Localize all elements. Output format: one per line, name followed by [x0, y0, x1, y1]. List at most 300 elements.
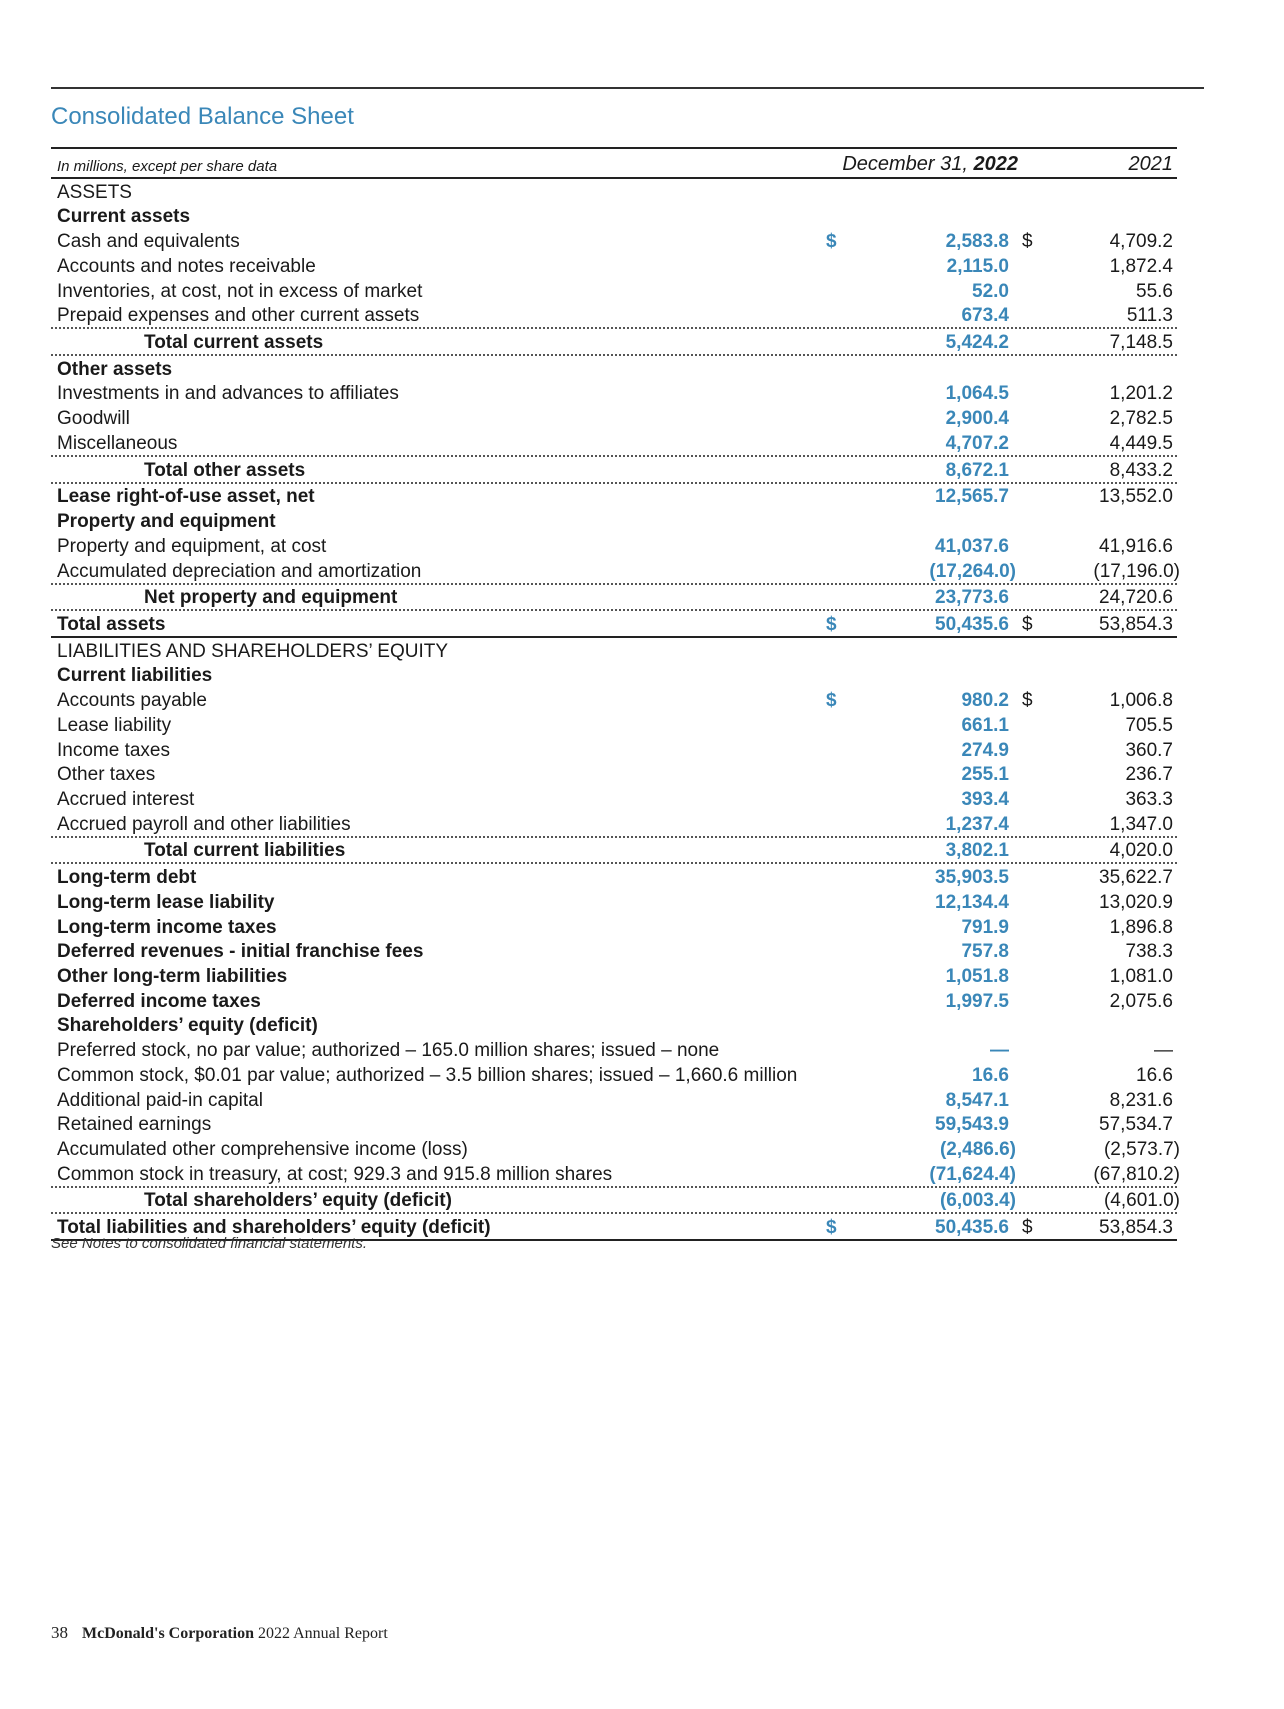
cell-value: 13,552.0 [1099, 486, 1173, 508]
cell-value: (67,810.2) [1093, 1163, 1180, 1185]
value-2022 [826, 536, 1009, 558]
column-header-2021: 2021 [1128, 153, 1173, 175]
currency-symbol: $ [826, 1217, 837, 1239]
footnote: See Notes to consolidated financial statements. [51, 1235, 368, 1252]
value-2021 [1009, 536, 1177, 558]
value-2022 [826, 1114, 1009, 1136]
table-row [51, 988, 1177, 1013]
cell-value: 255.1 [961, 764, 1009, 786]
table-row [51, 533, 1177, 558]
value-2021 [1009, 715, 1177, 737]
currency-symbol [1022, 383, 1036, 405]
cell-value: (71,624.4) [929, 1163, 1016, 1185]
cell-value: 4,707.2 [945, 432, 1009, 454]
value-2021 [1009, 740, 1177, 762]
row-label: Accumulated other comprehensive income (loss) [57, 1139, 468, 1161]
value-2022 [826, 892, 1009, 914]
cell-value: 41,037.6 [935, 535, 1009, 557]
value-2022 [826, 715, 1009, 737]
value-2021 [1009, 281, 1177, 303]
page-number: 38 [51, 1623, 68, 1642]
row-label: Other assets [57, 358, 173, 380]
cell-value: (17,264.0) [929, 560, 1016, 582]
table-row [51, 737, 1177, 762]
currency-symbol [826, 814, 840, 836]
currency-symbol [826, 305, 840, 327]
currency-symbol [826, 332, 840, 354]
value-2021 [1009, 1190, 1180, 1212]
row-label: Prepaid expenses and other current assets [57, 305, 420, 327]
table-row [51, 1112, 1177, 1137]
cell-value: 24,720.6 [1099, 587, 1173, 609]
row-label: Preferred stock, no par value; authorized – 165.0 million shares; issued – none [57, 1040, 720, 1062]
currency-symbol [1022, 460, 1036, 482]
report-name: 2022 Annual Report [254, 1625, 388, 1642]
value-2021 [1009, 966, 1177, 988]
currency-symbol [1022, 892, 1036, 914]
cell-value: — [990, 1040, 1009, 1062]
cell-value: (2,573.7) [1103, 1139, 1180, 1161]
currency-symbol [1022, 740, 1036, 762]
row-label: Deferred income taxes [57, 990, 261, 1012]
cell-value: 59,543.9 [935, 1114, 1009, 1136]
cell-value: (6,003.4) [939, 1190, 1016, 1212]
currency-symbol [826, 991, 840, 1013]
top-rule [51, 87, 1204, 89]
cell-value: 5,424.2 [945, 332, 1009, 354]
currency-symbol [1022, 814, 1036, 836]
row-label: Total other assets [144, 459, 306, 481]
currency-symbol [826, 587, 840, 609]
cell-value: 8,231.6 [1109, 1089, 1173, 1111]
table-row [51, 253, 1177, 278]
cell-value: 236.7 [1125, 764, 1173, 786]
value-2022 [826, 231, 1009, 253]
currency-symbol [1022, 917, 1036, 939]
currency-symbol: $ [826, 613, 837, 635]
value-2022 [826, 917, 1009, 939]
currency-symbol [826, 740, 840, 762]
value-2021 [1009, 764, 1177, 786]
table-row [51, 278, 1177, 303]
value-2021 [1009, 408, 1177, 430]
table-row [51, 811, 1177, 838]
currency-symbol [826, 1164, 840, 1186]
cell-value: 1,064.5 [945, 383, 1009, 405]
currency-symbol [826, 1114, 840, 1136]
currency-symbol [826, 966, 840, 988]
value-2021 [1009, 1139, 1180, 1161]
table-row [51, 381, 1177, 406]
cell-value: 980.2 [961, 690, 1009, 712]
value-2021 [1009, 690, 1177, 712]
value-2022 [826, 1139, 1016, 1161]
currency-symbol [826, 789, 840, 811]
table-row [51, 786, 1177, 811]
cell-value: 16.6 [972, 1064, 1009, 1086]
table-row [51, 484, 1177, 509]
cell-value: 57,534.7 [1099, 1114, 1173, 1136]
currency-symbol: $ [826, 231, 837, 253]
currency-symbol [1022, 1164, 1036, 1186]
currency-symbol [1022, 715, 1036, 737]
cell-value: 1,872.4 [1109, 255, 1173, 277]
table-row [51, 864, 1177, 889]
table-body [51, 179, 1180, 1239]
currency-symbol [1022, 561, 1036, 583]
value-2022 [826, 789, 1009, 811]
value-2022 [826, 460, 1009, 482]
value-2022 [826, 1065, 1009, 1087]
cell-value: 3,802.1 [945, 840, 1009, 862]
row-label: Additional paid-in capital [57, 1089, 263, 1111]
currency-symbol [1022, 332, 1036, 354]
row-label: ASSETS [57, 181, 132, 203]
row-label: Common stock in treasury, at cost; 929.3 and 915.8 million shares [57, 1163, 613, 1185]
value-2021 [1009, 587, 1177, 609]
row-label: Retained earnings [57, 1114, 212, 1136]
value-2022 [826, 408, 1009, 430]
table-row [51, 204, 1177, 229]
value-2021 [1009, 1040, 1177, 1062]
currency-symbol [826, 536, 840, 558]
cell-value: 360.7 [1125, 739, 1173, 761]
currency-symbol [826, 486, 840, 508]
cell-value: 2,115.0 [946, 255, 1009, 277]
table-row [51, 1188, 1180, 1215]
cell-value: 511.3 [1126, 305, 1173, 327]
table-row [51, 508, 1177, 533]
row-label: Common stock, $0.01 par value; authorized – 3.5 billion shares; issued – 1,660.6 million [57, 1064, 798, 1086]
cell-value: 705.5 [1125, 714, 1173, 736]
currency-symbol [1022, 433, 1036, 455]
row-label: Total current liabilities [144, 840, 346, 862]
cell-value: 35,903.5 [935, 867, 1009, 889]
value-2022 [826, 486, 1009, 508]
value-2021 [1009, 486, 1177, 508]
cell-value: (4,601.0) [1103, 1190, 1180, 1212]
row-label: Investments in and advances to affiliates [57, 383, 399, 405]
row-label: Property and equipment, at cost [57, 535, 327, 557]
units-note: In millions, except per share data [57, 158, 278, 175]
table-row [51, 712, 1177, 737]
currency-symbol [826, 840, 840, 862]
currency-symbol [1022, 486, 1036, 508]
currency-symbol [1022, 1114, 1036, 1136]
row-label: Goodwill [57, 408, 130, 430]
row-label: Cash and equivalents [57, 231, 240, 253]
currency-symbol [826, 408, 840, 430]
row-label: Long-term income taxes [57, 916, 277, 938]
cell-value: 8,672.1 [945, 459, 1009, 481]
row-label: Total current assets [144, 332, 324, 354]
value-2021 [1009, 867, 1177, 889]
table-row [51, 558, 1180, 585]
value-2021 [1009, 917, 1177, 939]
currency-symbol [1022, 408, 1036, 430]
currency-symbol [826, 892, 840, 914]
row-label: Lease right-of-use asset, net [57, 486, 315, 508]
cell-value: 16.6 [1136, 1064, 1173, 1086]
currency-symbol: $ [1022, 613, 1033, 635]
row-label: Other long-term liabilities [57, 966, 288, 987]
column-header-2022 [798, 153, 1018, 177]
cell-value: 2,782.5 [1109, 408, 1173, 430]
currency-symbol [1022, 1040, 1036, 1062]
value-2021 [1009, 231, 1177, 253]
cell-value: 2,075.6 [1109, 990, 1173, 1012]
table-row [51, 638, 1177, 663]
cell-value: 791.9 [961, 916, 1009, 938]
currency-symbol [1022, 587, 1036, 609]
currency-symbol [1022, 966, 1036, 988]
cell-value: 661.1 [961, 714, 1009, 736]
value-2021 [1009, 332, 1177, 354]
company-name: McDonald's Corporation [82, 1625, 254, 1642]
table-header [51, 149, 1177, 179]
value-2022 [826, 383, 1009, 405]
value-2021 [1009, 892, 1177, 914]
value-2022 [826, 560, 1016, 583]
row-label: Property and equipment [57, 511, 276, 533]
cell-value: 1,347.0 [1109, 813, 1173, 835]
row-label: Net property and equipment [144, 587, 398, 609]
cell-value: 8,433.2 [1109, 459, 1173, 481]
table-row [51, 889, 1177, 914]
value-2022 [826, 840, 1009, 862]
value-2022 [826, 1190, 1016, 1212]
currency-symbol [826, 941, 840, 963]
date-label: December 31, [842, 153, 974, 175]
currency-symbol [1022, 305, 1036, 327]
table-row [51, 405, 1177, 430]
value-2021 [1009, 1090, 1177, 1112]
currency-symbol [1022, 281, 1036, 303]
cell-value: 757.8 [961, 941, 1009, 963]
currency-symbol [826, 460, 840, 482]
cell-value: 53,854.3 [1099, 613, 1173, 635]
table-row [51, 1136, 1180, 1161]
value-2021 [1009, 789, 1177, 811]
currency-symbol [1022, 991, 1036, 1013]
cell-value: 673.4 [961, 305, 1009, 327]
value-2022 [826, 690, 1009, 712]
row-label: Other taxes [57, 764, 156, 786]
value-2022 [826, 332, 1009, 354]
row-label: Accumulated depreciation and amortization [57, 560, 422, 582]
currency-symbol [1022, 256, 1036, 278]
row-label: Accounts payable [57, 690, 207, 712]
value-2021 [1009, 991, 1177, 1013]
value-2022 [826, 305, 1009, 327]
table-row [51, 914, 1177, 939]
cell-value: 55.6 [1136, 280, 1173, 302]
row-label: Inventories, at cost, not in excess of market [57, 280, 423, 302]
value-2022 [826, 1217, 1009, 1239]
table-row [51, 329, 1177, 356]
currency-symbol [826, 867, 840, 889]
cell-value: 41,916.6 [1099, 535, 1173, 557]
cell-value: (17,196.0) [1093, 560, 1180, 582]
table-row [51, 228, 1177, 253]
value-2022 [826, 814, 1009, 836]
value-2021 [1009, 1217, 1177, 1239]
cell-value: 13,020.9 [1099, 891, 1173, 913]
cell-value: 4,020.0 [1109, 840, 1173, 862]
value-2022 [826, 256, 1009, 278]
table-row [51, 963, 1177, 988]
currency-symbol [1022, 789, 1036, 811]
value-2022 [826, 941, 1009, 963]
currency-symbol [1022, 1190, 1036, 1212]
currency-symbol [826, 764, 840, 786]
value-2021 [1009, 1114, 1177, 1136]
row-label: Miscellaneous [57, 432, 178, 454]
row-label: Accrued interest [57, 788, 195, 810]
row-label: Deferred revenues - initial franchise fees [57, 941, 424, 963]
currency-symbol [826, 1139, 840, 1161]
currency-symbol [826, 383, 840, 405]
table-row [51, 585, 1177, 612]
table-row [51, 1161, 1180, 1188]
table-row [51, 1062, 1177, 1087]
value-2022 [826, 433, 1009, 455]
cell-value: — [1154, 1040, 1173, 1062]
cell-value: 1,006.8 [1109, 690, 1173, 712]
currency-symbol [1022, 1065, 1036, 1087]
row-label: Total liabilities and shareholders’ equity (deficit) [57, 1217, 491, 1239]
value-2021 [1009, 383, 1177, 405]
currency-symbol [826, 256, 840, 278]
cell-value: 23,773.6 [935, 587, 1009, 609]
value-2022 [826, 281, 1009, 303]
value-2022 [826, 764, 1009, 786]
currency-symbol [826, 1040, 840, 1062]
value-2022 [826, 966, 1009, 988]
cell-value: 12,134.4 [935, 891, 1009, 913]
row-label: Long-term debt [57, 867, 197, 889]
currency-symbol: $ [826, 690, 837, 712]
currency-symbol [1022, 867, 1036, 889]
table-row [51, 762, 1177, 787]
row-label: Total assets [57, 613, 166, 635]
table-row [51, 1087, 1177, 1112]
row-label: Accrued payroll and other liabilities [57, 813, 351, 835]
value-2021 [1009, 305, 1177, 327]
value-2021 [1009, 614, 1177, 636]
cell-value: 50,435.6 [935, 613, 1009, 635]
table-row [51, 687, 1177, 712]
currency-symbol [826, 433, 840, 455]
cell-value: 1,051.8 [945, 966, 1009, 987]
row-label: Lease liability [57, 714, 172, 736]
cell-value: 4,709.2 [1109, 231, 1173, 253]
currency-symbol [1022, 941, 1036, 963]
row-label: Long-term lease liability [57, 891, 275, 913]
currency-symbol: $ [1022, 1217, 1033, 1239]
cell-value: 1,896.8 [1109, 916, 1173, 938]
currency-symbol [826, 1065, 840, 1087]
currency-symbol [1022, 764, 1036, 786]
row-label: Total shareholders’ equity (deficit) [144, 1190, 452, 1212]
table-row [51, 356, 1177, 381]
value-2022 [826, 867, 1009, 889]
currency-symbol [826, 1190, 840, 1212]
cell-value: 363.3 [1125, 788, 1173, 810]
cell-value: 8,547.1 [945, 1089, 1009, 1111]
currency-symbol [1022, 536, 1036, 558]
value-2022 [826, 740, 1009, 762]
currency-symbol [826, 917, 840, 939]
cell-value: 52.0 [972, 280, 1009, 302]
table-row [51, 430, 1177, 457]
cell-value: 1,997.5 [945, 990, 1009, 1012]
cell-value: 7,148.5 [1109, 332, 1173, 354]
value-2021 [1009, 560, 1180, 583]
year-2022: 2022 [973, 153, 1018, 175]
value-2021 [1009, 433, 1177, 455]
row-label: LIABILITIES AND SHAREHOLDERS’ EQUITY [57, 640, 449, 662]
page-title: Consolidated Balance Sheet [51, 103, 354, 130]
cell-value: 274.9 [961, 739, 1009, 761]
value-2021 [1009, 1163, 1180, 1186]
currency-symbol [826, 561, 840, 583]
cell-value: 738.3 [1125, 941, 1173, 963]
cell-value: 4,449.5 [1109, 432, 1173, 454]
value-2021 [1009, 256, 1177, 278]
value-2022 [826, 991, 1009, 1013]
cell-value: 2,900.4 [945, 408, 1009, 430]
row-label: Current liabilities [57, 665, 213, 687]
value-2021 [1009, 814, 1177, 836]
table-row [51, 179, 1177, 204]
value-2022 [826, 587, 1009, 609]
cell-value: 12,565.7 [935, 486, 1009, 508]
table-row [51, 939, 1177, 964]
table-row [51, 663, 1177, 688]
cell-value: 1,081.0 [1109, 966, 1173, 987]
currency-symbol [1022, 840, 1036, 862]
cell-value: 50,435.6 [935, 1217, 1009, 1239]
row-label: Shareholders’ equity (deficit) [57, 1015, 318, 1037]
cell-value: 1,237.4 [945, 813, 1009, 835]
value-2022 [826, 1090, 1009, 1112]
page-footer [51, 1623, 388, 1643]
table-row [51, 838, 1177, 865]
value-2021 [1009, 1065, 1177, 1087]
currency-symbol [1022, 1139, 1036, 1161]
balance-sheet-table [51, 147, 1180, 1241]
currency-symbol [1022, 1090, 1036, 1112]
cell-value: 35,622.7 [1099, 867, 1173, 889]
currency-symbol [826, 281, 840, 303]
value-2021 [1009, 840, 1177, 862]
cell-value: 393.4 [961, 788, 1009, 810]
value-2022 [826, 614, 1009, 636]
value-2021 [1009, 460, 1177, 482]
cell-value: 53,854.3 [1099, 1217, 1173, 1239]
table-row [51, 457, 1177, 484]
currency-symbol: $ [1022, 231, 1033, 253]
currency-symbol [826, 715, 840, 737]
currency-symbol [826, 1090, 840, 1112]
value-2022 [826, 1163, 1016, 1186]
cell-value: 2,583.8 [945, 231, 1009, 253]
currency-symbol: $ [1022, 690, 1033, 712]
table-row [51, 1037, 1177, 1062]
value-2021 [1009, 941, 1177, 963]
row-label: Accounts and notes receivable [57, 255, 316, 277]
